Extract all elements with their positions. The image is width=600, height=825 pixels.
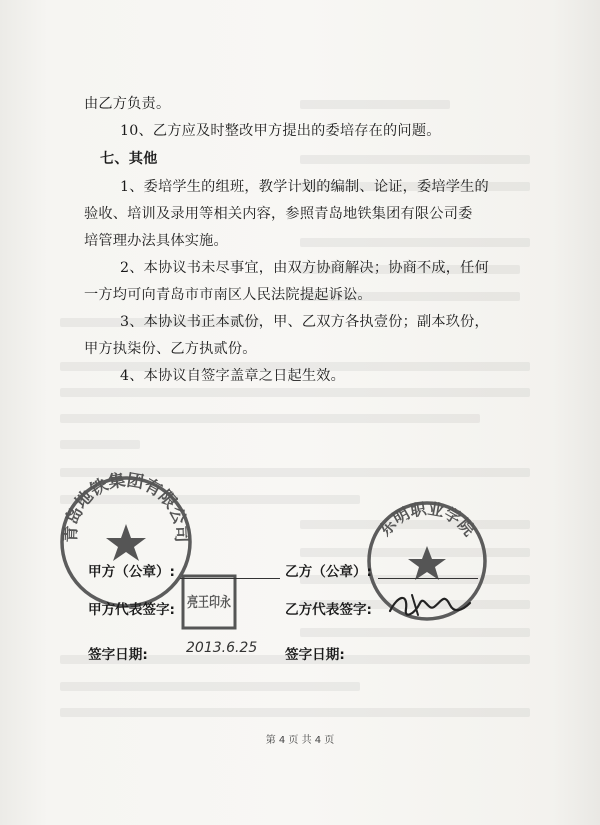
party-a-seal xyxy=(56,472,196,612)
party-a-label: 甲方（公章）: xyxy=(88,564,175,580)
sign-date-b-label: 签字日期: xyxy=(285,647,345,663)
party-b-label: 乙方（公章）: xyxy=(285,564,372,580)
handwritten-signature xyxy=(384,585,474,625)
party-b-seal-text: 东明职业学院 xyxy=(375,498,479,540)
party-b-rep-label: 乙方代表签字: xyxy=(285,602,372,618)
text-line: 验收、培训及录用等相关内容，参照青岛地铁集团有限公司委 xyxy=(84,206,473,222)
text-line: 由乙方负责。 xyxy=(84,96,171,112)
party-a-signature-line xyxy=(180,578,280,579)
sign-date-a-label: 签字日期: xyxy=(88,647,148,663)
text-line: 10、乙方应及时整改甲方提出的委培存在的问题。 xyxy=(120,123,441,139)
section-heading: 七、其他 xyxy=(100,151,158,167)
text-line: 培管理办法具体实施。 xyxy=(84,233,228,249)
party-a-rep-label: 甲方代表签字: xyxy=(88,602,175,618)
text-line: 4、本协议自签字盖章之日起生效。 xyxy=(120,368,346,384)
representative-seal-text: 亮王印永 xyxy=(187,595,238,611)
sign-date-value: 2013.6.25 xyxy=(186,640,258,656)
representative-seal xyxy=(180,573,238,631)
text-line: 3、本协议书正本贰份，甲、乙双方各执壹份；副本玖份， xyxy=(120,314,489,330)
text-line: 1、委培学生的组班，教学计划的编制、论证，委培学生的 xyxy=(120,179,489,195)
party-a-seal-text: 青岛地铁集团有限公司 xyxy=(60,472,192,543)
party-b-signature-line xyxy=(378,578,478,579)
text-line: 2、本协议书未尽事宜，由双方协商解决；协商不成，任何 xyxy=(120,260,489,276)
svg-text:东明职业学院 xyxy=(375,499,479,540)
text-line: 一方均可向青岛市市南区人民法院提起诉讼。 xyxy=(84,287,372,303)
page-footer: 第 4 页 共 4 页 xyxy=(265,735,335,746)
text-line: 甲方执柒份、乙方执贰份。 xyxy=(84,341,257,357)
